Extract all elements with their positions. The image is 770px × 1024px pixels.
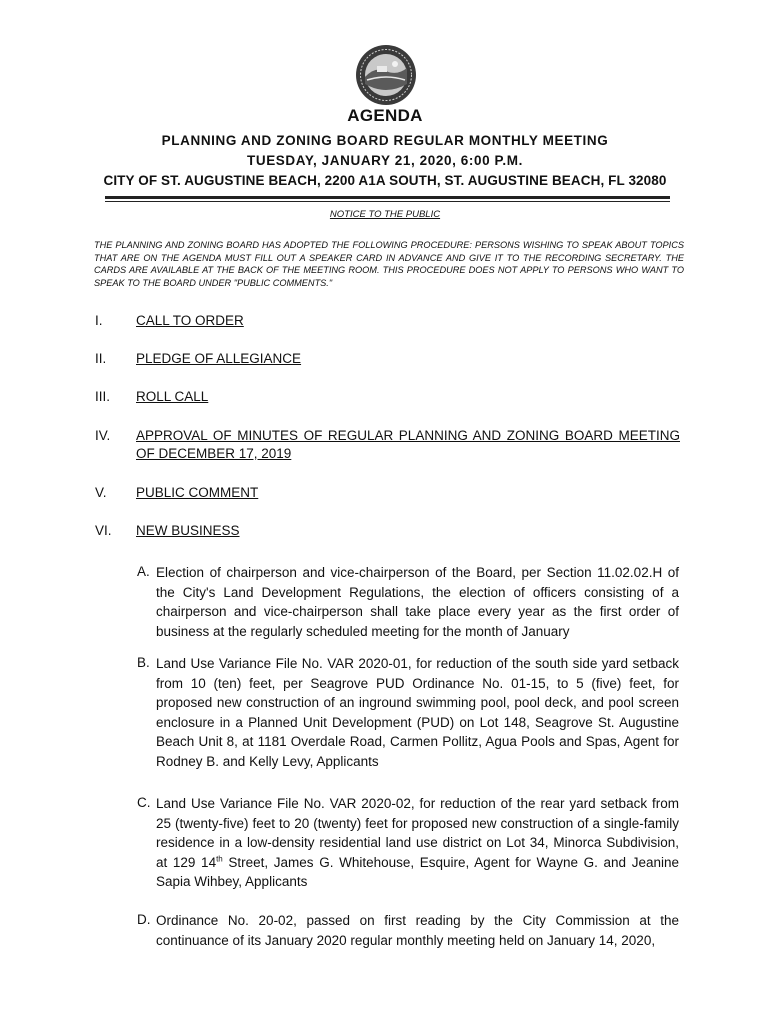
item-number: III. [95, 389, 111, 404]
city-seal-logo [355, 44, 417, 106]
superscript: th [216, 854, 223, 864]
item-label: CALL TO ORDER [136, 313, 244, 328]
sub-item-text-part: Street, James G. Whitehouse, Esquire, Agent for Wayne G. and Jeanine Sapia Wihbey, Applicants [156, 854, 679, 890]
item-label: PUBLIC COMMENT [136, 485, 259, 500]
item-label: APPROVAL OF MINUTES OF REGULAR PLANNING AND ZONING BOARD MEETING OF DECEMBER 17, 2019 [136, 428, 680, 461]
meeting-location: CITY OF ST. AUGUSTINE BEACH, 2200 A1A SOUTH, ST. AUGUSTINE BEACH, FL 32080 [103, 173, 667, 188]
sub-item-letter: D. [137, 912, 151, 927]
notice-title: NOTICE TO THE PUBLIC [329, 209, 441, 220]
item-number: II. [95, 351, 107, 366]
sub-item-letter: C. [137, 795, 151, 810]
sub-item-text: Land Use Variance File No. VAR 2020-01, for reduction of the south side yard setback from 10 (ten) feet, per Seagrove PUD Ordinance No. 01-15, to 5 (five) feet, for proposed new construction of an inground swimming pool, pool deck, and pool screen enclosure in a Planned Unit Development (PUD) on Lot 148, Seagrove St. Augustine Beach Unit 8, at 1181 Overdale Road, Carmen Pollitz, Agua Pools and Spas, Agent for Rodney B. and Kelly Levy, Applicants [156, 656, 679, 769]
header-divider [105, 196, 670, 199]
sub-item-text-part: Land Use Variance File No. VAR 2020-02, for reduction of the rear yard setback from 25 (twenty-five) feet to 20 (twenty) feet for proposed new construction of a single-family residence in a low-density residential land use district on Lot 34, Minorca Subdivision, at 129 14 [156, 796, 679, 870]
notice-body: THE PLANNING AND ZONING BOARD HAS ADOPTED THE FOLLOWING PROCEDURE: PERSONS WISHING TO SPEAK ABOUT TOPICS THAT ARE ON THE AGENDA MUST FILL OUT A SPEAKER CARD IN ADVANCE AND GIVE IT TO THE RECORDING SECRETARY. THE CARDS ARE AVAILABLE AT THE BACK OF THE MEETING ROOM. THIS PROCEDURE DOES NOT APPLY TO PERSONS WHO WANT TO SPEAK TO THE BOARD UNDER "PUBLIC COMMENTS." [94, 240, 684, 288]
sub-item-letter: B. [137, 655, 150, 670]
agenda-title: AGENDA [347, 106, 423, 125]
item-number: IV. [95, 428, 111, 443]
item-number: V. [95, 485, 107, 500]
item-number: I. [95, 313, 103, 328]
header-divider-thin [105, 201, 670, 202]
sub-item-text [156, 794, 679, 892]
sub-item-text: Ordinance No. 20-02, passed on first reading by the City Commission at the continuance of its January 2020 regular monthly meeting held on January 14, 2020, [156, 913, 679, 948]
item-label: PLEDGE OF ALLEGIANCE [136, 351, 302, 366]
item-number: VI. [95, 523, 112, 538]
meeting-date: TUESDAY, JANUARY 21, 2020, 6:00 P.M. [247, 153, 523, 168]
sub-item-text: Election of chairperson and vice-chairperson of the Board, per Section 11.02.02.H of the City's Land Development Regulations, the election of officers consisting of a chairperson and vice-chairperson shall take place every year as the first order of business at the regularly scheduled meeting for the month of January [156, 565, 679, 639]
item-label: ROLL CALL [136, 389, 209, 404]
meeting-title: PLANNING AND ZONING BOARD REGULAR MONTHLY MEETING [161, 133, 609, 148]
sub-item-letter: A. [137, 564, 150, 579]
item-label: NEW BUSINESS [136, 523, 240, 538]
